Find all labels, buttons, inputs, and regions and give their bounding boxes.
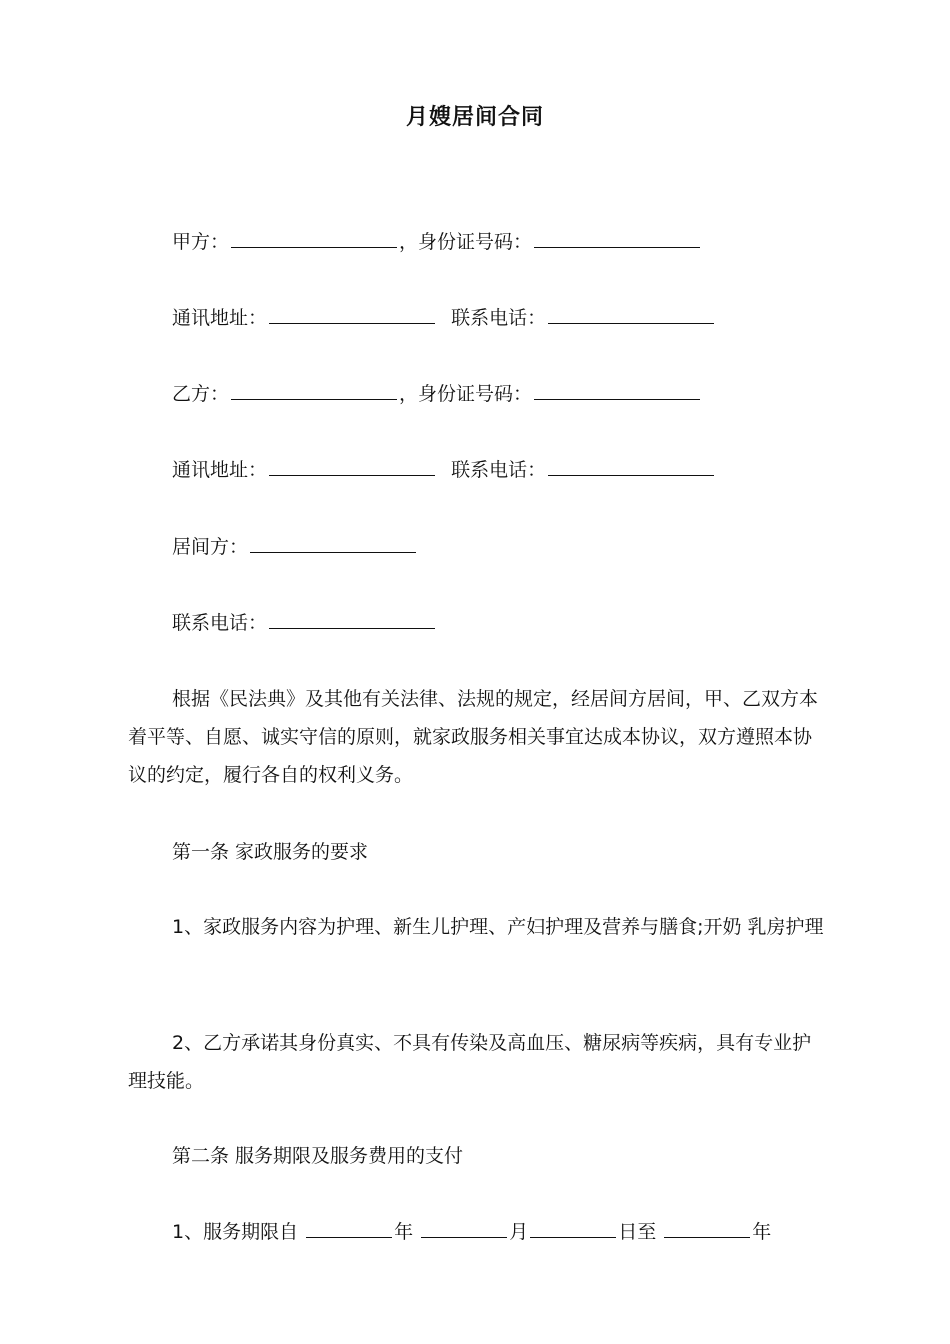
end-year-label: 年 — [752, 1221, 772, 1243]
service-period-prefix: 1、服务期限自 — [172, 1221, 299, 1243]
broker-phone-blank — [269, 610, 435, 629]
party-b-phone-label: 联系电话： — [451, 459, 547, 481]
broker-phone-row — [172, 609, 437, 637]
party-b-row — [172, 380, 702, 408]
start-year-label: 年 — [394, 1221, 414, 1243]
article-2-title: 第二条 服务期限及服务费用的支付 — [172, 1145, 464, 1167]
end-year-blank — [664, 1219, 750, 1238]
party-b-address-label: 通讯地址： — [172, 459, 268, 481]
intro-paragraph: 根据《民法典》及其他有关法律、法规的规定，经居间方居间，甲、乙双方本着平等、自愿、诚实守信的原则，就家政服务相关事宜达成本协议，双方遵照本协议的约定，履行各自的权利义务。 — [128, 688, 819, 786]
party-b-id-label: ，身份证号码： — [399, 383, 533, 405]
start-month-blank — [421, 1219, 507, 1238]
party-a-phone-label: 联系电话： — [451, 307, 547, 329]
document-title: 月嫂居间合同 — [405, 105, 544, 130]
article-1-title: 第一条 家政服务的要求 — [172, 841, 369, 863]
party-a-contact-row — [172, 304, 716, 332]
article-2-item-1 — [172, 1218, 771, 1246]
broker-phone-label: 联系电话： — [172, 612, 268, 634]
start-day-blank — [530, 1219, 616, 1238]
party-b-contact-row — [172, 456, 716, 484]
article-1-item-1: 1、家政服务内容为护理、新生儿护理、产妇护理及营养与膳食;开奶 乳房护理 — [172, 916, 824, 938]
party-b-phone-blank — [548, 457, 714, 476]
start-month-label: 月 — [509, 1221, 529, 1243]
party-a-name-blank — [231, 229, 397, 248]
party-b-name-blank — [231, 381, 397, 400]
party-b-label: 乙方： — [172, 383, 230, 405]
party-a-phone-blank — [548, 305, 714, 324]
start-day-label: 日至 — [618, 1221, 657, 1243]
party-a-address-blank — [269, 305, 435, 324]
party-a-address-label: 通讯地址： — [172, 307, 268, 329]
party-b-address-blank — [269, 457, 435, 476]
party-a-id-blank — [534, 229, 700, 248]
party-a-row — [172, 228, 702, 256]
start-year-blank — [306, 1219, 392, 1238]
broker-row — [172, 533, 418, 561]
article-1-item-2: 2、乙方承诺其身份真实、不具有传染及高血压、糖尿病等疾病，具有专业护理技能。 — [128, 1032, 812, 1092]
broker-label: 居间方： — [172, 536, 249, 558]
broker-name-blank — [250, 534, 416, 553]
party-a-id-label: ，身份证号码： — [399, 231, 533, 253]
party-a-label: 甲方： — [172, 231, 230, 253]
party-b-id-blank — [534, 381, 700, 400]
